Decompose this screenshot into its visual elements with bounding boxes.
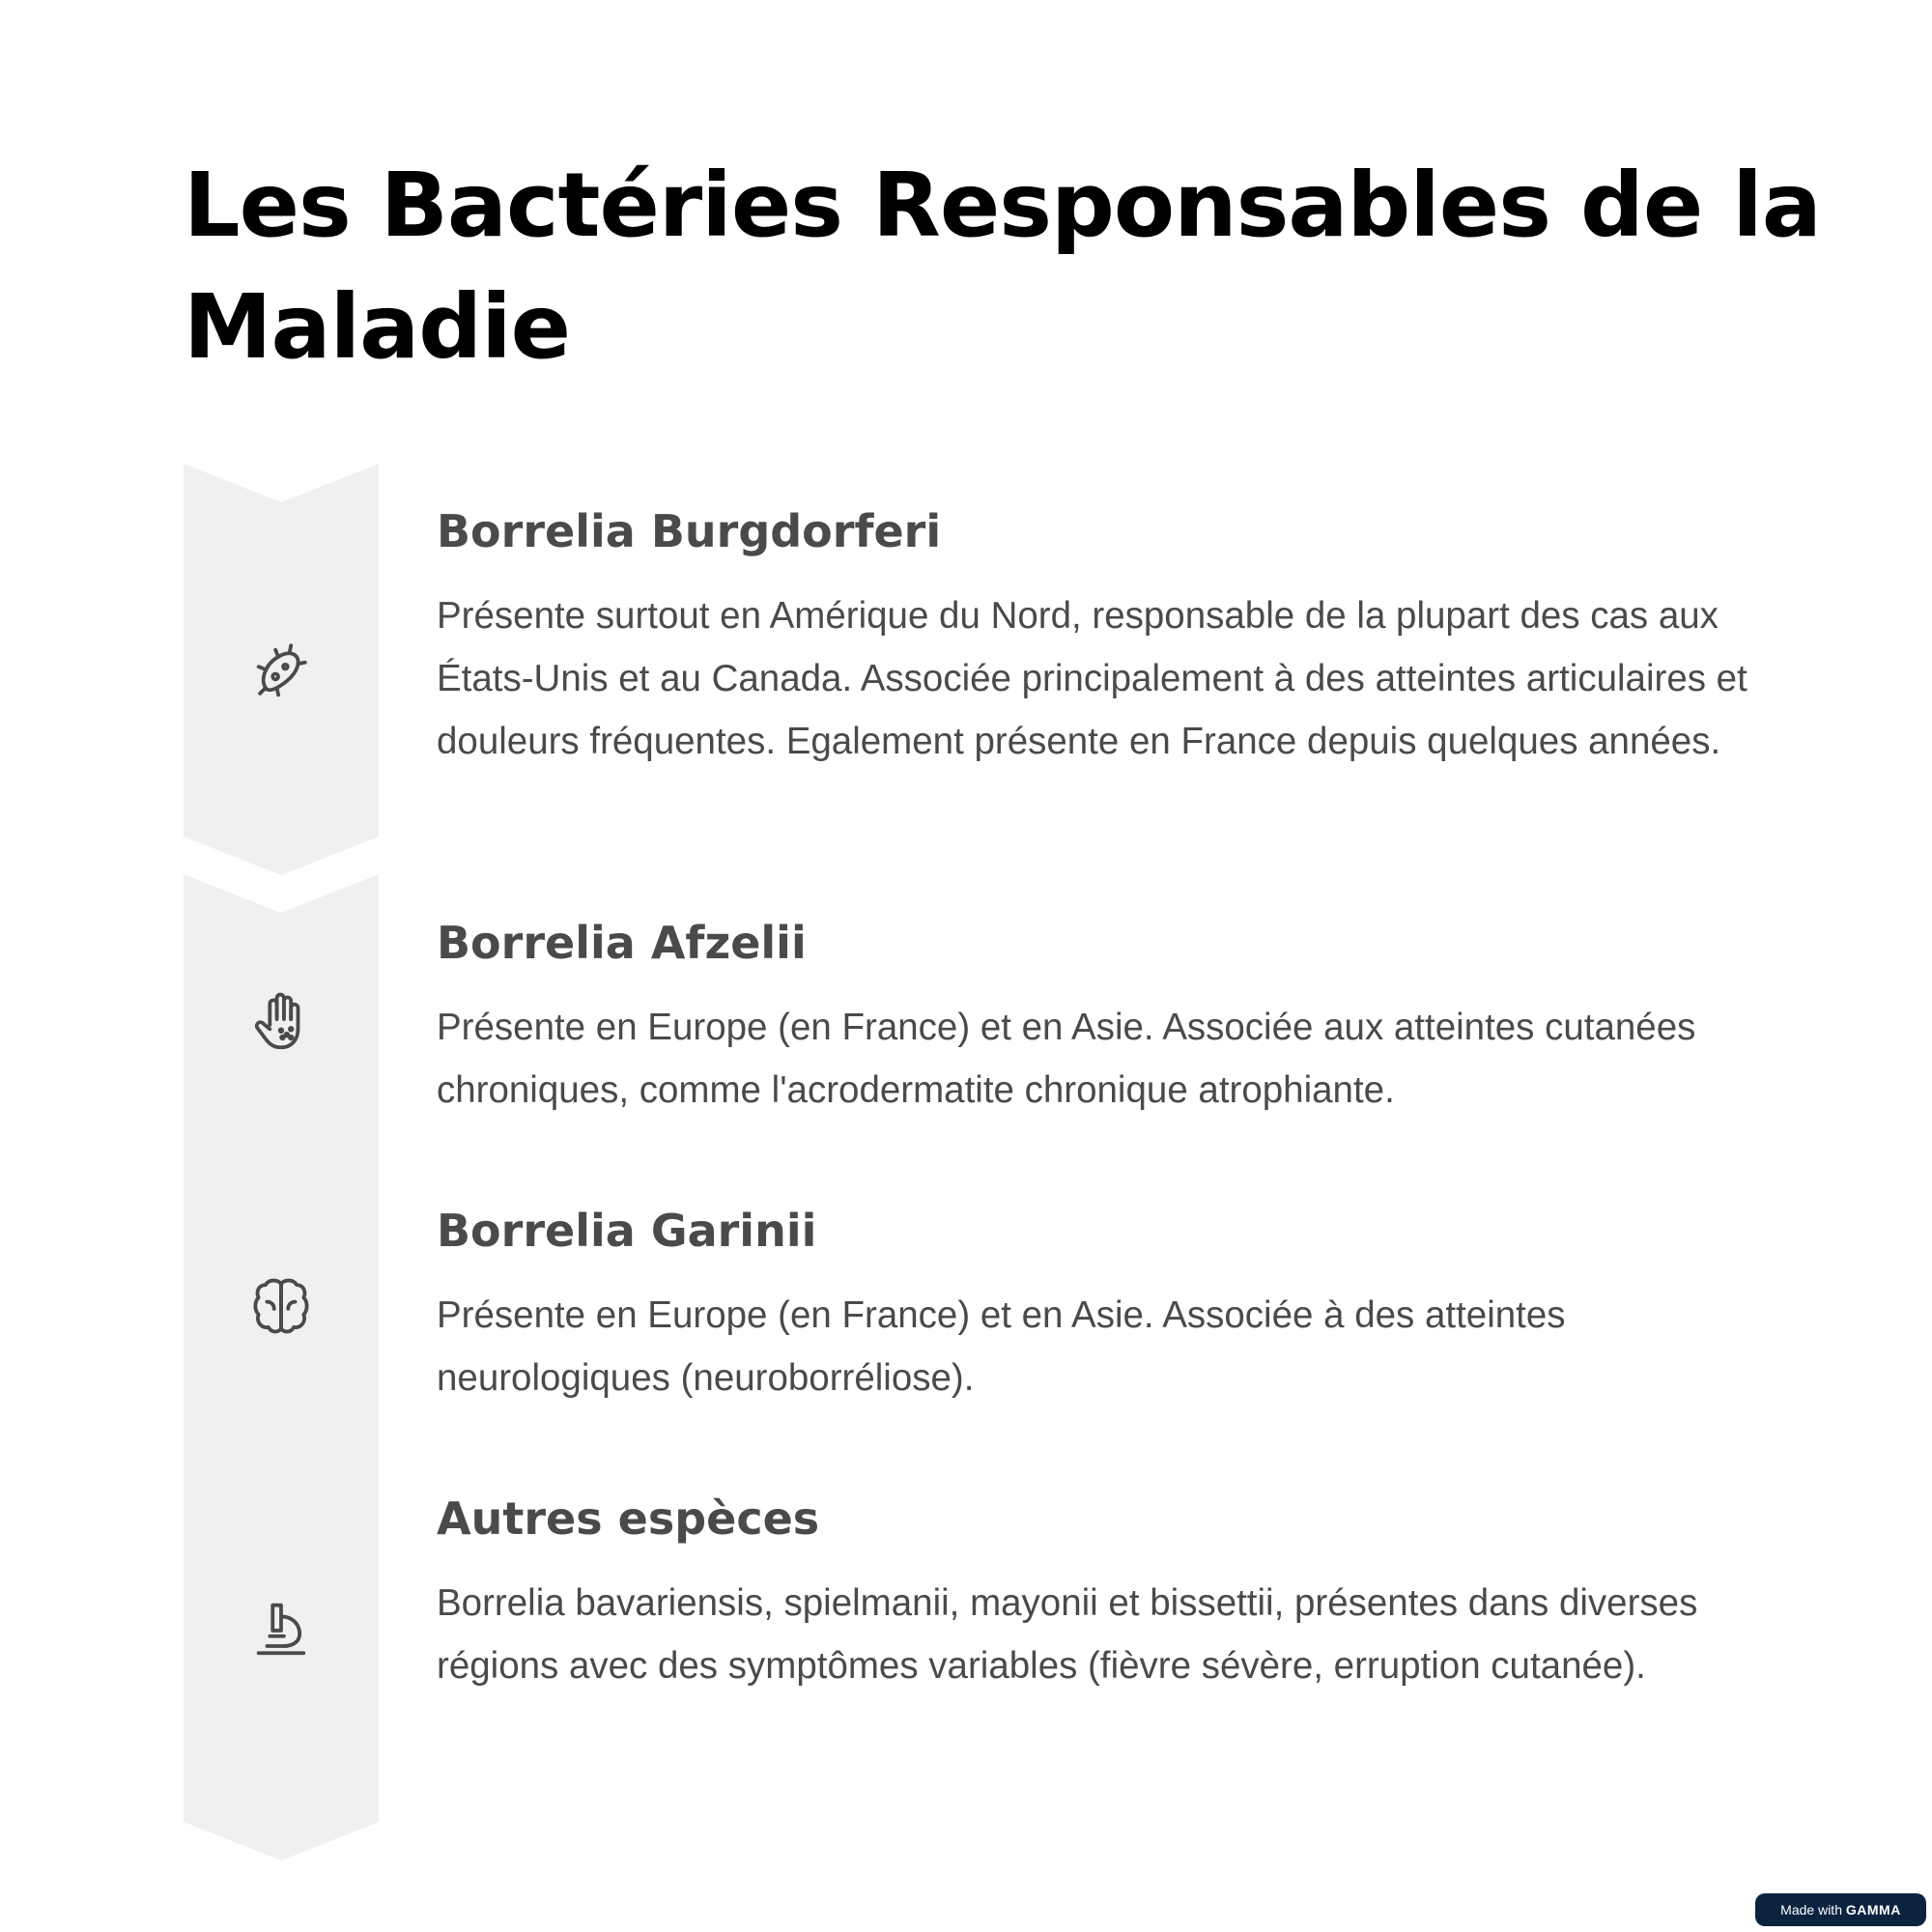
badge-prefix: Made with	[1780, 1902, 1842, 1918]
step-description: Présente surtout en Amérique du Nord, responsable de la plupart des cas aux États-Unis et au Canada. Associée principalement à des atteintes articulaires et douleurs fréquentes. Egalement présente en France depuis quelques années.	[437, 595, 1747, 762]
step-description: Borrelia bavariensis, spielmanii, mayonii et bissettii, présentes dans diverses régions avec des symptômes variables (fièvre sévère, erruption cutanée).	[437, 1582, 1698, 1687]
microscope-icon	[247, 1594, 315, 1662]
step-description: Présente en Europe (en France) et en Asie. Associée aux atteintes cutanées chroniques, comme l'acrodermatite chronique atrophiante.	[437, 1007, 1696, 1111]
step-title: Autres espèces	[437, 1492, 820, 1545]
page-title: Les Bactéries Responsables de la Maladie	[184, 154, 1821, 379]
step-title: Borrelia Burgdorferi	[437, 505, 942, 557]
step-title: Borrelia Afzelii	[437, 917, 807, 969]
step-description: Présente en Europe (en France) et en Asie. Associée à des atteintes neurologiques (neuroborréliose).	[437, 1294, 1566, 1399]
gamma-logo: GAMMA	[1845, 1902, 1901, 1918]
made-with-gamma-badge[interactable]	[1755, 1893, 1926, 1926]
step-title: Borrelia Garinii	[437, 1205, 817, 1257]
hand-rash-icon	[247, 988, 315, 1056]
brain-icon	[247, 1272, 315, 1340]
bacteria-icon	[247, 639, 315, 706]
